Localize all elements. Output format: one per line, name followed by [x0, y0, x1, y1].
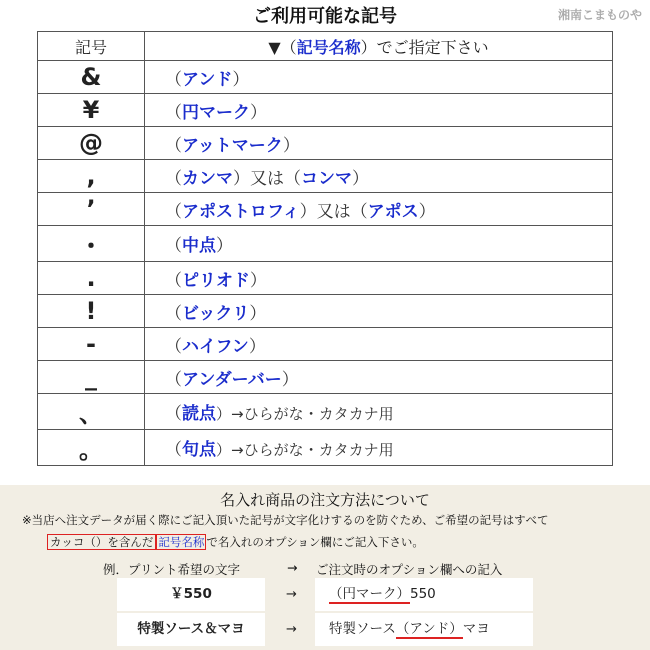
- example-output-2-symbol: （アンド）: [395, 621, 463, 637]
- instructions-line2-rest: で名入れのオプション欄にご記入下さい。: [206, 535, 424, 549]
- parenthesis: （: [165, 168, 182, 189]
- parenthesis: ）: [216, 236, 233, 256]
- symbol-cell: ’: [38, 193, 145, 226]
- symbol-name: ハイフン: [182, 336, 249, 357]
- symbol-name: 円マーク: [182, 102, 250, 123]
- example-input-1: ￥550: [117, 578, 265, 611]
- symbol-name-cell: [145, 127, 613, 160]
- symbol-name: 中点: [182, 236, 216, 256]
- table-row: [38, 160, 613, 193]
- example-output-1-symbol: （円マーク）: [329, 586, 410, 602]
- symbol-name: 読点: [182, 404, 216, 424]
- example-output-2-pre: 特製ソース: [329, 621, 396, 637]
- symbol-name-cell: [145, 61, 613, 94]
- instructions-line1: ※当店へ注文データが届く際にご記入頂いた記号が文字化けするのを防ぐため、ご希望の記号はすべて: [22, 513, 549, 527]
- paren-highlight: カッコ（）を含んだ: [47, 534, 156, 550]
- symbol-table: [37, 31, 613, 466]
- parenthesis: ）: [250, 102, 267, 123]
- page-title: ご利用可能な記号: [253, 6, 397, 27]
- symbol-cell: @: [38, 127, 145, 160]
- symbol-name: コンマ: [301, 168, 352, 189]
- table-row: [38, 361, 613, 394]
- symbol-name-cell: [145, 262, 613, 295]
- parenthesis: ）: [418, 201, 436, 222]
- parenthesis: ）: [249, 270, 267, 291]
- parenthesis: ）→ひらがな・カタカナ用: [216, 405, 394, 423]
- parenthesis: （: [165, 236, 182, 256]
- header-suffix: ）でご指定下さい: [360, 37, 489, 57]
- symbol-cell: ,: [38, 160, 145, 193]
- symbol-cell: -: [38, 328, 145, 361]
- example-output-1: [315, 578, 533, 611]
- symbol-cell: _: [38, 361, 145, 394]
- table-row: [38, 394, 613, 430]
- instructions-title: 名入れ商品の注文方法について: [220, 491, 430, 509]
- parenthesis: （: [165, 201, 182, 222]
- table-header-row: [38, 32, 613, 61]
- symbol-cell: ¥: [38, 94, 145, 127]
- symbol-name: アットマーク: [182, 135, 283, 156]
- symbol-name-cell: [145, 193, 613, 226]
- symbol-name: ピリオド: [182, 270, 250, 291]
- example-arrow-2: →: [286, 622, 297, 637]
- symbol-name-cell: [145, 94, 613, 127]
- parenthesis: （: [165, 102, 182, 123]
- table-row: [38, 226, 613, 262]
- parenthesis: （: [165, 369, 182, 390]
- symbol-name-cell: [145, 361, 613, 394]
- symbol-name-cell: [145, 430, 613, 466]
- example-input-2: 特製ソース＆マヨ: [117, 613, 265, 646]
- parenthesis: （: [165, 135, 182, 156]
- header-name: 記号名称: [296, 37, 361, 57]
- parenthesis: ）: [232, 69, 250, 90]
- symbol-name-cell: [145, 160, 613, 193]
- parenthesis: （: [165, 270, 182, 291]
- symbol-name: アポス: [367, 201, 419, 222]
- symbol-name: 句点: [182, 440, 216, 460]
- instructions-line2: [47, 534, 424, 550]
- symbol-name: アポストロフィ: [182, 201, 300, 222]
- table-row: [38, 127, 613, 160]
- shop-watermark: 湘南こまものや: [557, 8, 642, 22]
- table-row: [38, 295, 613, 328]
- parenthesis: （: [165, 404, 182, 424]
- symbol-name: アンダーバー: [182, 369, 282, 390]
- header-symbol: 記号: [38, 32, 145, 61]
- parenthesis: ）又は（: [233, 168, 301, 189]
- parenthesis: ）: [249, 303, 267, 324]
- example-arrow: →: [287, 560, 298, 575]
- table-row: [38, 94, 613, 127]
- example-row-2: [0, 613, 650, 649]
- symbol-cell: 、: [38, 394, 145, 430]
- symbol-name-cell: [145, 328, 613, 361]
- symbol-rows: [38, 61, 613, 466]
- parenthesis: ）: [248, 336, 266, 357]
- parenthesis: （: [165, 69, 182, 90]
- header-prefix: ▼（: [268, 37, 297, 57]
- symbol-name-cell: [145, 295, 613, 328]
- symbol-name-cell: [145, 226, 613, 262]
- parenthesis: （: [165, 303, 182, 324]
- parenthesis: ）: [352, 168, 369, 189]
- order-instructions: [0, 485, 650, 650]
- example-output-1-rest: 550: [410, 586, 436, 602]
- parenthesis: ）又は（: [299, 201, 368, 222]
- example-arrow-1: →: [286, 587, 297, 602]
- example-output-2-rest: マヨ: [462, 621, 490, 637]
- example-row-1: [0, 578, 650, 614]
- parenthesis: ）: [281, 369, 299, 390]
- example-label2: ご注文時のオプション欄への記入: [316, 562, 503, 577]
- symbol-cell: .: [38, 262, 145, 295]
- example-label: 例．プリント希望の文字: [103, 562, 241, 577]
- header-instruction: [145, 32, 613, 61]
- parenthesis: ）: [282, 135, 300, 156]
- parenthesis: （: [165, 440, 182, 460]
- symbol-name: カンマ: [182, 168, 233, 189]
- symbol-name: ビックリ: [182, 303, 250, 324]
- symbol-cell: !: [38, 295, 145, 328]
- symbol-name-highlight: 記号名称: [158, 535, 205, 549]
- table-row: [38, 61, 613, 94]
- table-row: [38, 262, 613, 295]
- symbol-cell: &: [38, 61, 145, 94]
- parenthesis: ）→ひらがな・カタカナ用: [216, 441, 394, 459]
- symbol-cell: 。: [38, 430, 145, 466]
- parenthesis: （: [165, 336, 182, 357]
- symbol-name-cell: [145, 394, 613, 430]
- example-output-2: [315, 613, 533, 646]
- symbol-name: アンド: [182, 69, 233, 90]
- table-row: [38, 328, 613, 361]
- symbol-cell: ・: [38, 226, 145, 262]
- table-row: [38, 193, 613, 226]
- table-row: [38, 430, 613, 466]
